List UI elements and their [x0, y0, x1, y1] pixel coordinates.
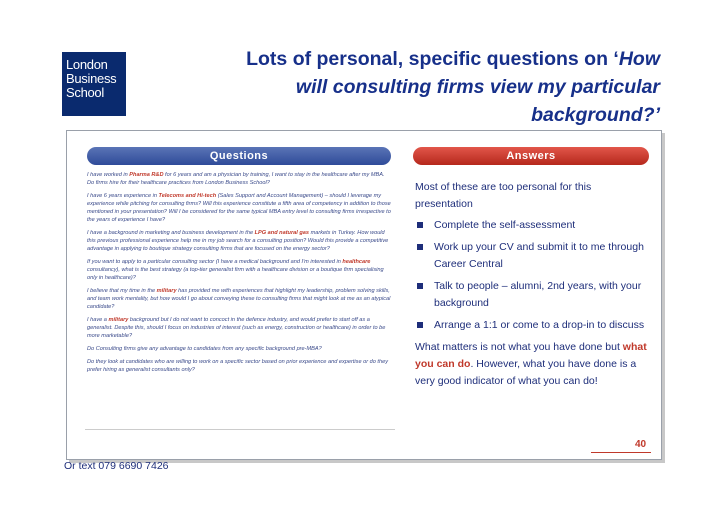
- questions-divider: [85, 429, 395, 430]
- title-italic-1: How: [618, 48, 660, 70]
- questions-list: [87, 171, 391, 379]
- logo-line-3: School: [66, 85, 104, 100]
- answer-bullet: Arrange a 1:1 or come to a drop-in to discuss: [415, 317, 647, 334]
- footer-text: Or text 079 6690 7426: [64, 460, 169, 472]
- london-business-school-logo: [62, 52, 126, 116]
- question-item: I have a background in marketing and business development in the LPG and natural gas markets in Turkey. How would this previous professional experience help me in my job search for a consulting position? Would this provide a competitive advantage in applying to boutique strategy consulting firms that are focused on the energy sector?: [87, 230, 389, 252]
- question-item: I have 6 years experience in Telecoms and Hi-tech (Sales Support and Account Management) – should I leverage my experience while pitching for consulting firms? Will this experience constitute a fifth area of competency in addition to those mentioned in your presentation? Will I be considered for the same typical MBA entry level to consulting firms irrespective to the years of experience I have?: [87, 193, 391, 223]
- question-item: Do they look at candidates who are willing to work on a specific sector based on prior experience and expertise or do they prefer hiring as generalist consultants only?: [87, 359, 388, 373]
- question-item: I believe that my time in the military has provided me with experiences that highlight my leadership, problem solving skills, and team work mentality, but how would I go about conveying these to consulting firms that might look at me as an atypical candidate?: [87, 288, 391, 310]
- question-item: Do Consulting firms give any advantage to candidates from any specific background pre-MBA?: [87, 346, 322, 352]
- questions-header: Questions: [87, 147, 391, 165]
- answer-bullet: Talk to people – alumni, 2nd years, with your background: [415, 278, 647, 312]
- title-italic-2: will consulting firms view my particular: [295, 76, 660, 98]
- title-italic-3: background?’: [531, 104, 660, 126]
- answers-header: Answers: [413, 147, 649, 165]
- logo-line-2: Business: [66, 71, 117, 86]
- bullet-square-icon: [417, 244, 423, 250]
- question-item: If you want to apply to a particular consulting sector (I have a medical background and I'm interested in healthcare consultancy), what is the best strategy (a top-tier generalist firm with a healthcare division or a boutique firm specialising only in healthcare)?: [87, 259, 384, 281]
- answers-list: [415, 179, 647, 390]
- question-item: I have worked in Pharma R&D for 6 years and am a physician by training, I want to stay in the healthcare after my MBA. Do firms hire for their healthcare practices from London Business School?: [87, 172, 385, 186]
- slide-title: [140, 45, 660, 129]
- bullet-square-icon: [417, 322, 423, 328]
- title-prefix: Lots of personal, specific questions on ‘: [246, 48, 619, 70]
- bullet-square-icon: [417, 222, 423, 228]
- bullet-square-icon: [417, 283, 423, 289]
- question-item: I have a military background but I do not want to concoct in the defence industry, and would prefer to start off as a generalist. Despite this, should I focus on industries of interest (such as energy, construction or healthcare) in order to be more marketable?: [87, 317, 386, 339]
- answers-outro: What matters is not what you have done but what you can do. However, what you have done is a very good indicator of what you can do!: [415, 341, 647, 387]
- logo-line-1: London: [66, 57, 108, 72]
- answer-bullet: Complete the self-assessment: [415, 217, 647, 234]
- answer-bullet: Work up your CV and submit it to me through Career Central: [415, 239, 647, 273]
- content-frame: [66, 130, 662, 460]
- page-number: 40: [635, 439, 647, 450]
- page-number-rule: [591, 452, 651, 453]
- answers-intro: Most of these are too personal for this presentation: [415, 181, 592, 210]
